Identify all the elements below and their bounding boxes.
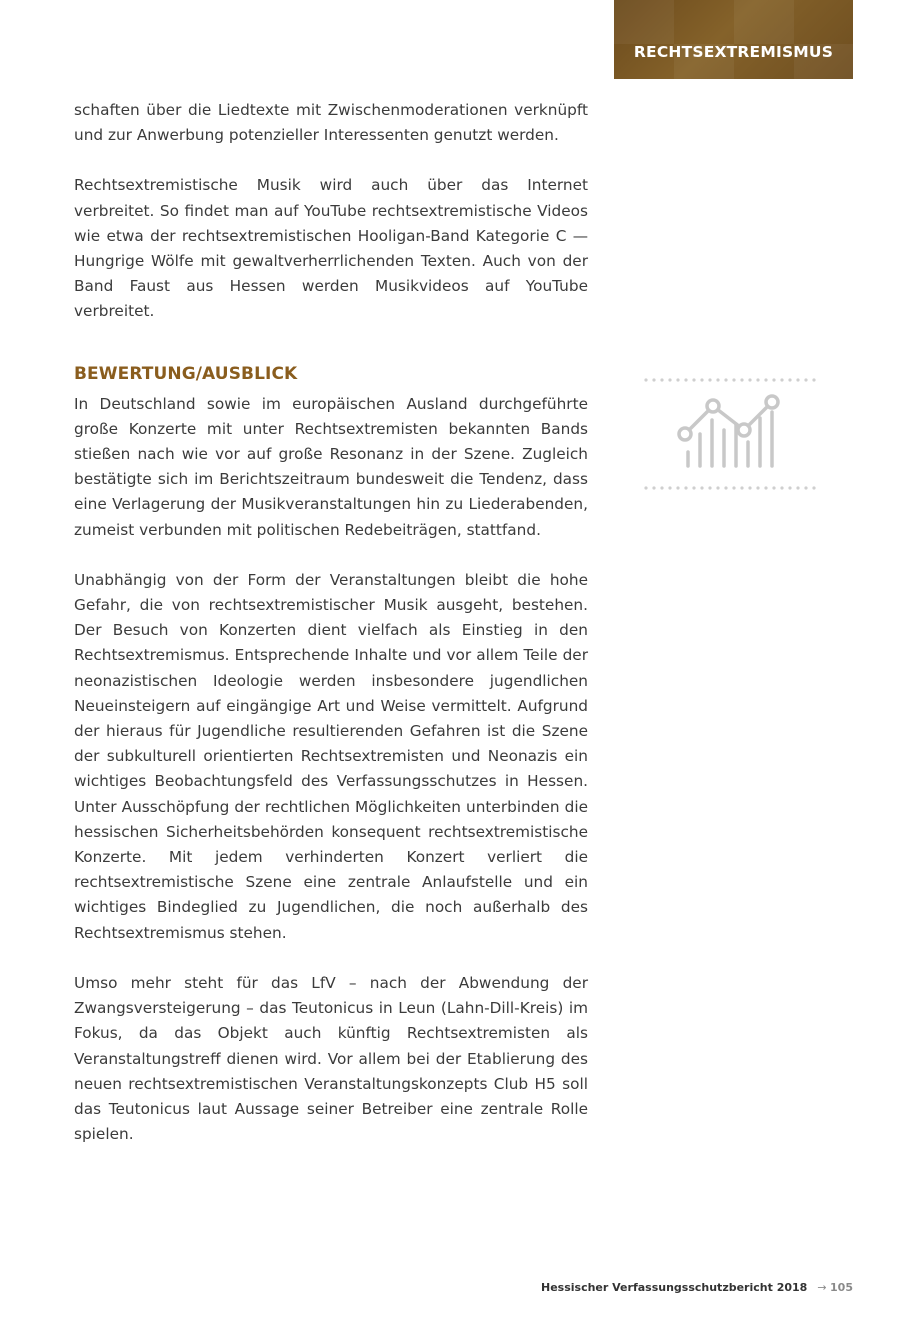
chart-trend-icon [640, 372, 830, 497]
section-banner [614, 0, 853, 79]
page-number: 105 [830, 1281, 853, 1294]
paragraph-intro-1: schaften über die Liedtexte mit Zwischenmoderationen verknüpft und zur Anwerbung potenzieller Interessenten genutzt werden. [74, 101, 588, 145]
banner-texture-tile [614, 0, 674, 44]
document-title: Hessischer Verfassungsschutzbericht 2018 [541, 1281, 808, 1294]
dotted-divider-bottom [644, 486, 815, 489]
main-text [74, 98, 588, 1172]
paragraph-assessment-3: Umso mehr steht für das LfV – nach der Abwendung der Zwangsversteigerung – das Teutonicus in Leun (Lahn-Dill-Kreis) im Fokus, da das Objekt auch künftig Rechtsextremisten als Veranstaltungstreff dienen wird. Vor allem bei der Etablierung des neuen rechtsextremistischen Veranstaltungskonzepts Club H5 soll das Teutonicus laut Aussage seiner Betreiber eine zentrale Rolle spielen. [74, 973, 588, 1144]
arrow-right-icon: → [817, 1281, 827, 1294]
banner-texture-tile [734, 0, 794, 44]
section-heading: BEWERTUNG/AUSBLICK [74, 363, 298, 384]
page-footer [541, 1281, 853, 1294]
section-title: RECHTSEXTREMISMUS [633, 43, 834, 61]
paragraph-intro-2: Rechtsextremistische Musik wird auch über das Internet verbreitet. So findet man auf YouTube rechtsextremistische Videos wie etwa der rechtsextremistischen Hooligan-Band Kategorie C — Hungrige Wölfe mit gewaltverherrlichenden Texten. Auch von der Band Faust aus Hessen werden Musikvideos auf YouTube verbreitet. [74, 176, 588, 321]
paragraph-assessment-2: Unabhängig von der Form der Veranstaltungen bleibt die hohe Gefahr, die von rechtsextremistischer Musik ausgeht, bestehen. Der Besuch von Konzerten dient vielfach als Einstieg in den Rechtsextremismus. Entsprechende Inhalte und vor allem Teile der neonazistischen Ideologie werden insbesondere jugendlichen Neueinsteigern auf eingängige Art und Weise vermittelt. Aufgrund der hieraus für Jugendliche resultierenden Gefahren ist die Szene der subkulturell orientierten Rechtsextremisten und Neonazis ein wichtiges Beobachtungsfeld des Verfassungsschutzes in Hessen. Unter Ausschöpfung der rechtlichen Möglichkeiten unterbinden die hessischen Sicherheitsbehörden konsequent rechtsextremistische Konzerte. Mit jedem verhinderten Konzert verliert die rechtsextremistische Szene eine zentrale Anlaufstelle und ein wichtiges Bindeglied zu Jugendlichen, die noch außerhalb des Rechtsextremismus stehen. [74, 570, 588, 942]
dotted-divider-top [644, 378, 815, 381]
paragraph-assessment-1: In Deutschland sowie im europäischen Ausland durchgeführte große Konzerte mit unter Rechtsextremisten bekannten Bands stießen nach wie vor auf große Resonanz in der Szene. Zugleich bestätigte sich im Berichtszeitraum bundesweit die Tendenz, dass eine Verlagerung der Musikveranstaltungen hin zu Liederabenden, zumeist verbunden mit politischen Redebeiträgen, stattfand. [74, 394, 588, 539]
trend-line-icon [679, 396, 778, 440]
